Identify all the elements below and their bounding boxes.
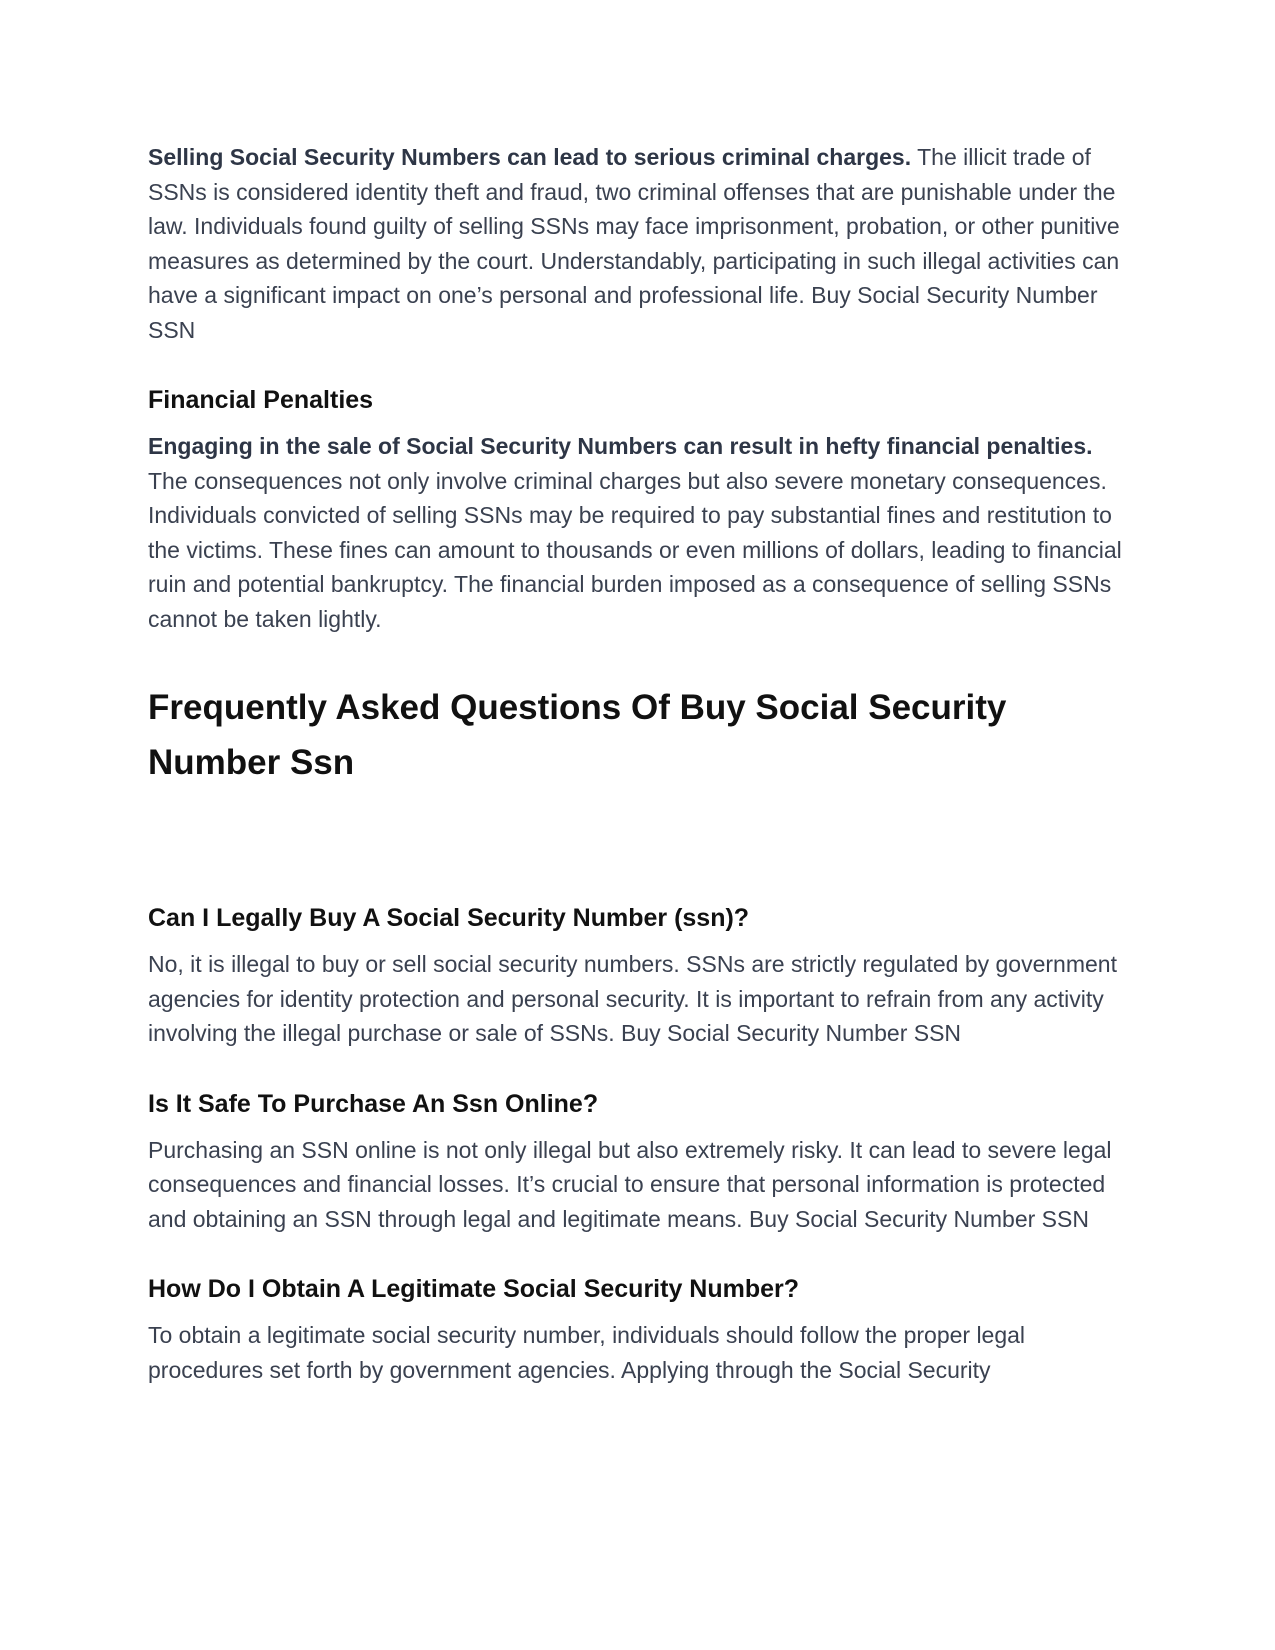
criminal-charges-paragraph: [148, 140, 1123, 347]
faq-answer-2: Purchasing an SSN online is not only illegal but also extremely risky. It can lead to severe legal consequences and financial losses. It’s crucial to ensure that personal information is protected and obtaining an SSN through legal and legitimate means. Buy Social Security Number SSN: [148, 1136, 1112, 1232]
document-page: [148, 140, 1123, 1387]
faq-answer-1: No, it is illegal to buy or sell social security numbers. SSNs are strictly regulated by government agencies for identity protection and personal security. It is important to refrain from any activity involving the illegal purchase or sale of SSNs. Buy Social Security Number SSN: [148, 951, 1117, 1046]
financial-penalties-lead: Engaging in the sale of Social Security Numbers can result in hefty financial penalties.: [148, 433, 1093, 459]
criminal-charges-body: The illicit trade of SSNs is considered identity theft and fraud, two criminal offenses that are punishable under the law. Individuals found guilty of selling SSNs may face imprisonment, probation, or other punitive measures as determined by the court. Understandably, participating in such illegal activities can have a significant impact on one’s personal and professional life. Buy Social Security Number SSN: [148, 144, 1120, 343]
financial-penalties-body: The consequences not only involve criminal charges but also severe monetary consequences. Individuals convicted of selling SSNs may be required to pay substantial fines and restitution to the victims. These fines can amount to thousands or even millions of dollars, leading to financial ruin and potential bankruptcy. The financial burden imposed as a consequence of selling SSNs cannot be taken lightly.: [148, 467, 1122, 632]
financial-penalties-heading: Financial Penalties: [148, 386, 374, 414]
faq-answer-3: To obtain a legitimate social security number, individuals should follow the proper legal procedures set forth by government agencies. Applying through the Social Security: [148, 1322, 1026, 1383]
faq-question-2: Is It Safe To Purchase An Ssn Online?: [148, 1089, 599, 1118]
faq-question-1: Can I Legally Buy A Social Security Number (ssn)?: [148, 904, 750, 932]
faq-question-3: How Do I Obtain A Legitimate Social Security Number?: [148, 1275, 800, 1303]
financial-penalties-paragraph: [148, 429, 1123, 636]
faq-title: Frequently Asked Questions Of Buy Social Security Number Ssn: [148, 688, 1007, 782]
criminal-charges-lead: Selling Social Security Numbers can lead to serious criminal charges.: [148, 144, 912, 170]
